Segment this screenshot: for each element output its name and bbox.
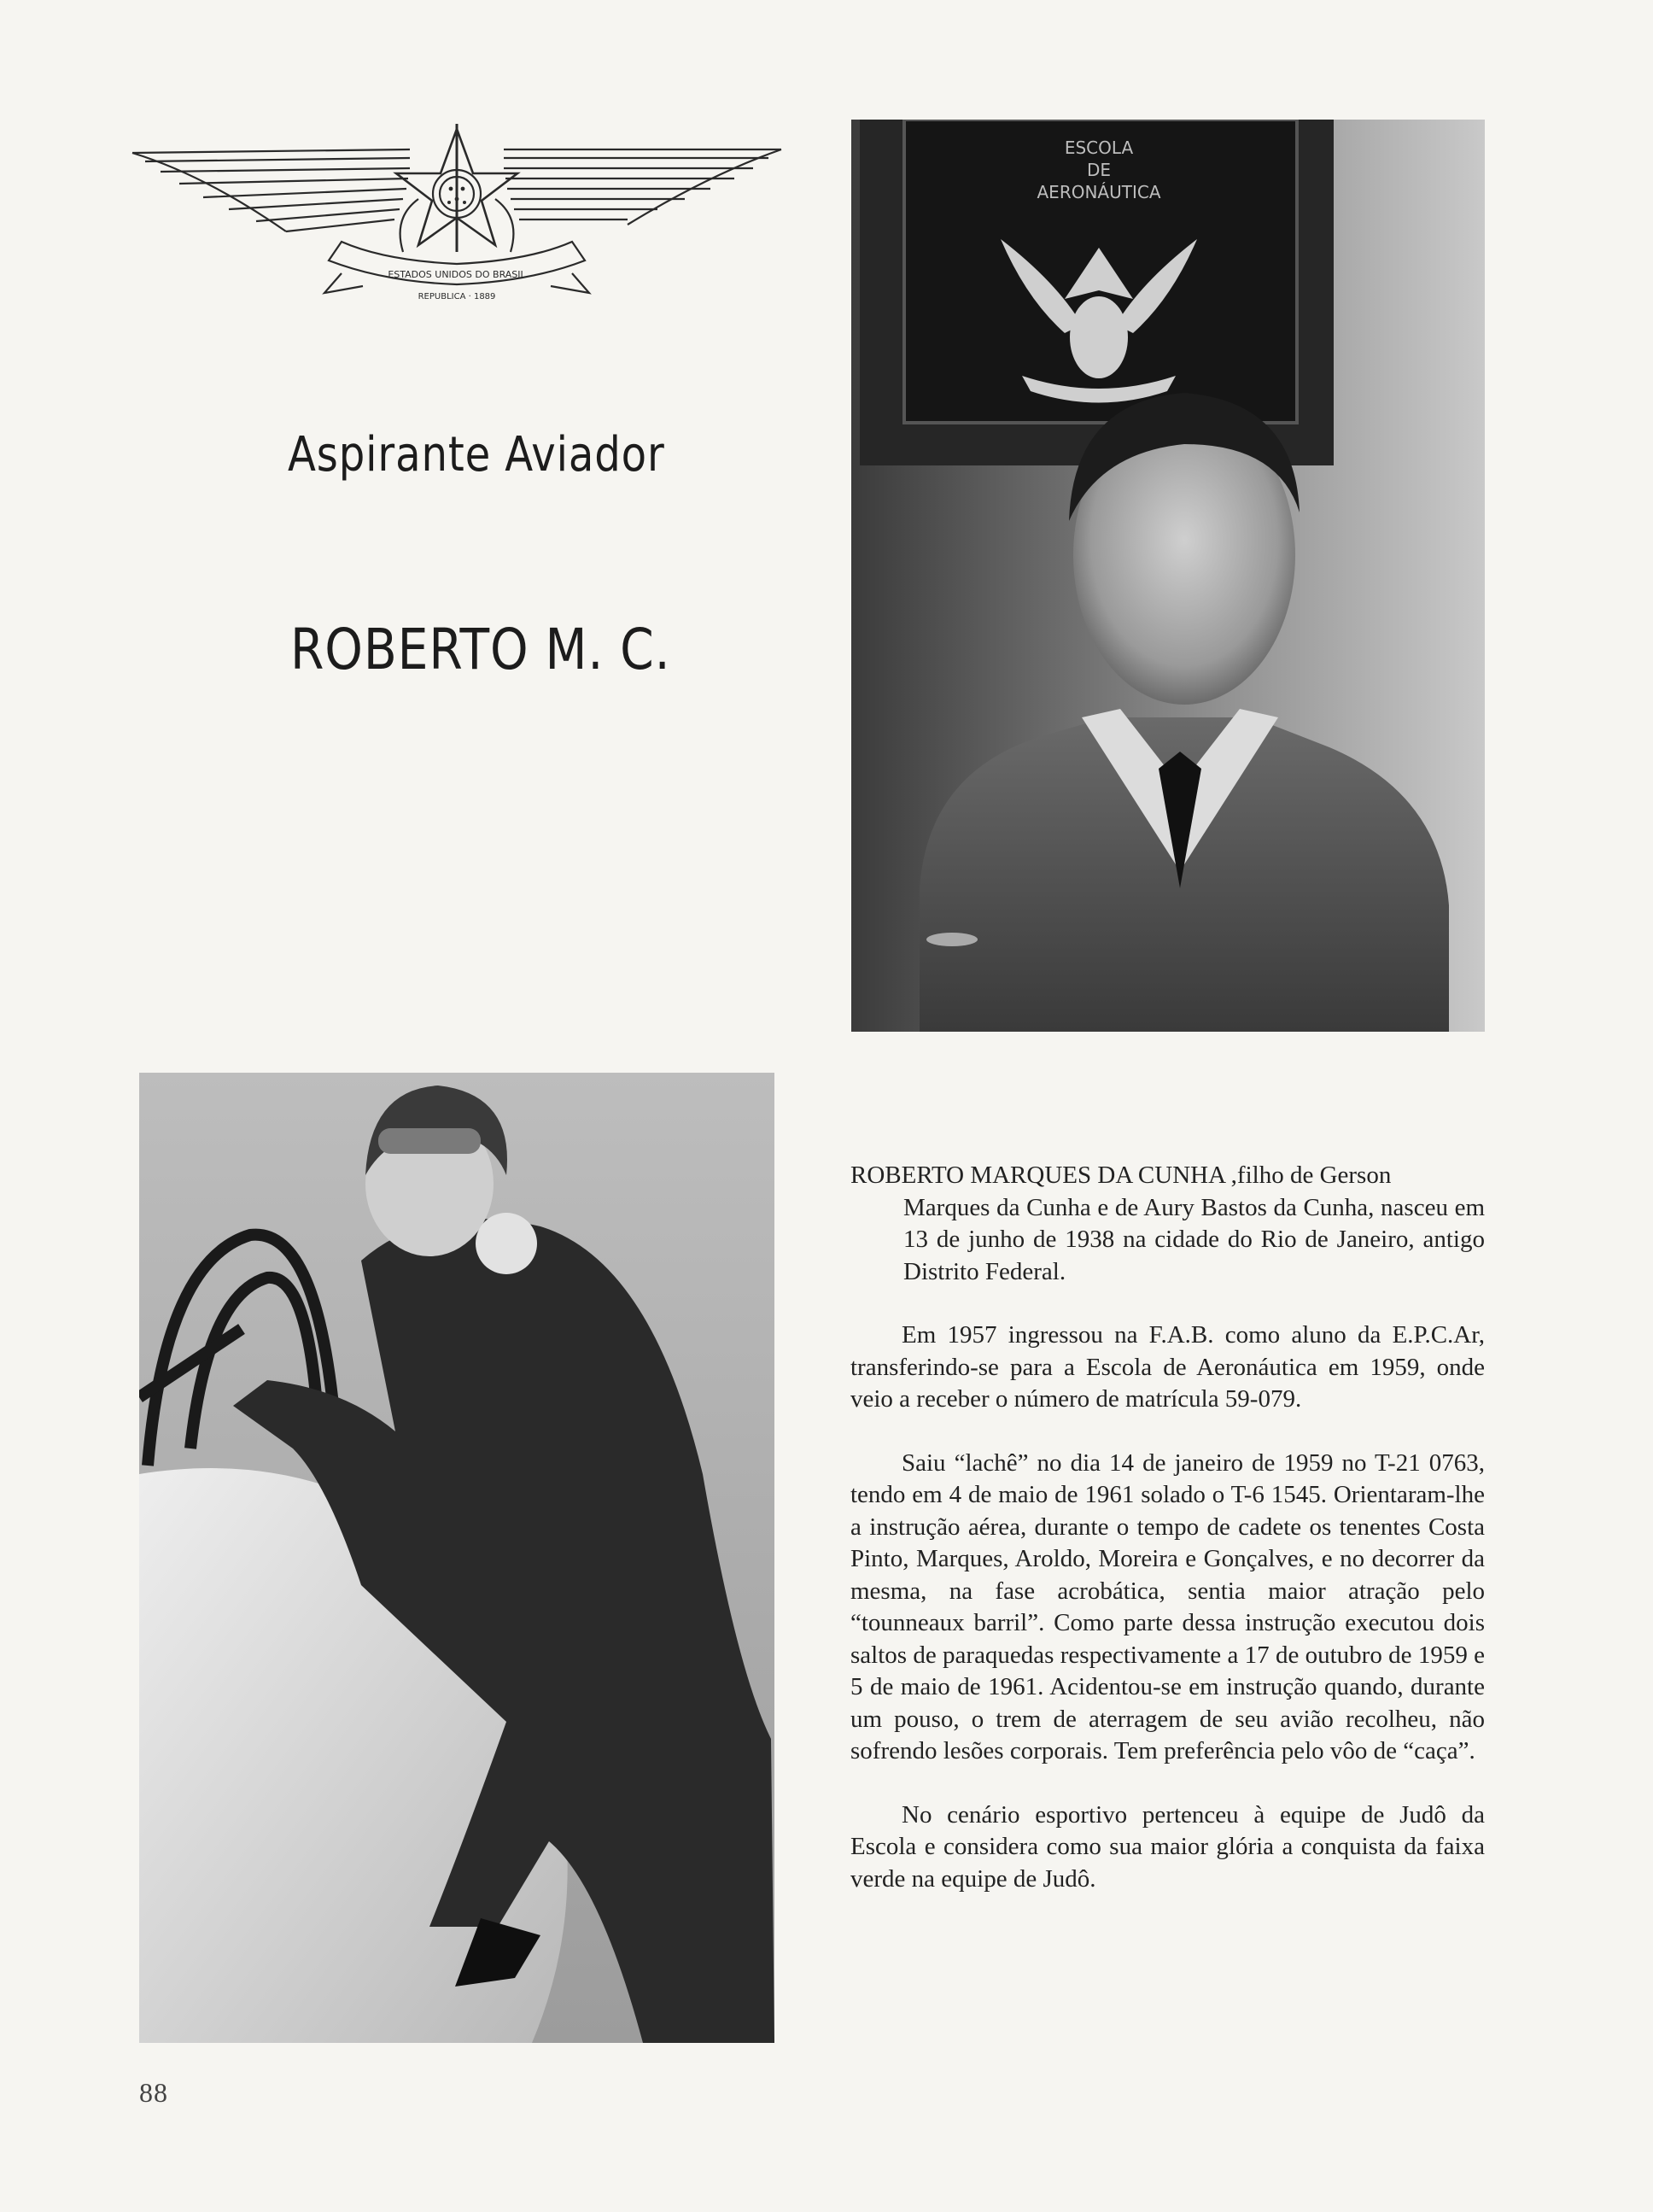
- bio-paragraph-origin: [850, 1160, 1485, 1288]
- plaque-line-1: ESCOLA: [1064, 138, 1134, 158]
- bio-paragraph-training: Saiu “lachê” no dia 14 de janeiro de 1959 no T-21 0763, tendo em 4 de maio de 1961 solado o T-6 1545. Orientaram-lhe a instrução aérea, durante o tempo de cadete os tenentes Costa Pinto, Marques, Aroldo, Moreira e Gonçalves, e no decorrer da mesma, na fase acrobática, sentia maior atração pelo “tounneaux barril”. Como parte dessa instrução executou dois saltos de paraquedas respectivamente a 17 de outubro de 1959 e 5 de maio de 1961. Acidentou-se em instrução quando, durante um pouso, o trem de aterragem de seu avião recolheu, não sofrendo lesões corporais. Tem preferência pelo vôo de “caça”.: [850, 1448, 1485, 1764]
- bio-paragraph-enrollment: Em 1957 ingressou na F.A.B. como aluno da E.P.C.Ar, transferindo-se para a Escola de Aeronáutica em 1959, onde veio a receber o número de matrícula 59-079.: [850, 1321, 1485, 1413]
- cadet-name-title: ROBERTO M. C.: [290, 617, 671, 682]
- emblem-ribbon-text: ESTADOS UNIDOS DO BRASIL: [388, 269, 526, 280]
- rank-title: Aspirante Aviador: [288, 427, 665, 483]
- bio-origin-text: Marques da Cunha e de Aury Bastos da Cunha, nasceu em 13 de junho de 1938 na cidade do Rio de Janeiro, antigo Distrito Federal.: [903, 1193, 1485, 1285]
- emblem-ribbon-subtext: REPUBLICA · 1889: [418, 292, 496, 301]
- plaque-line-3: AERONÁUTICA: [1037, 182, 1161, 202]
- biography: [850, 1160, 1485, 1927]
- bio-lead-line: ROBERTO MARQUES DA CUNHA ,filho de Gerson: [850, 1162, 1392, 1189]
- plaque-line-2: DE: [1086, 160, 1112, 180]
- cockpit-photo: [139, 1073, 774, 2043]
- page-number: 88: [139, 2077, 168, 2108]
- bio-paragraph-sports: No cenário esportivo pertenceu à equipe de Judô da Escola e considera como sua maior glória a conquista da faixa verde na equipe de Judô.: [850, 1800, 1485, 1893]
- portrait-photo: [851, 120, 1485, 1032]
- air-force-wings-emblem-icon: [128, 124, 786, 307]
